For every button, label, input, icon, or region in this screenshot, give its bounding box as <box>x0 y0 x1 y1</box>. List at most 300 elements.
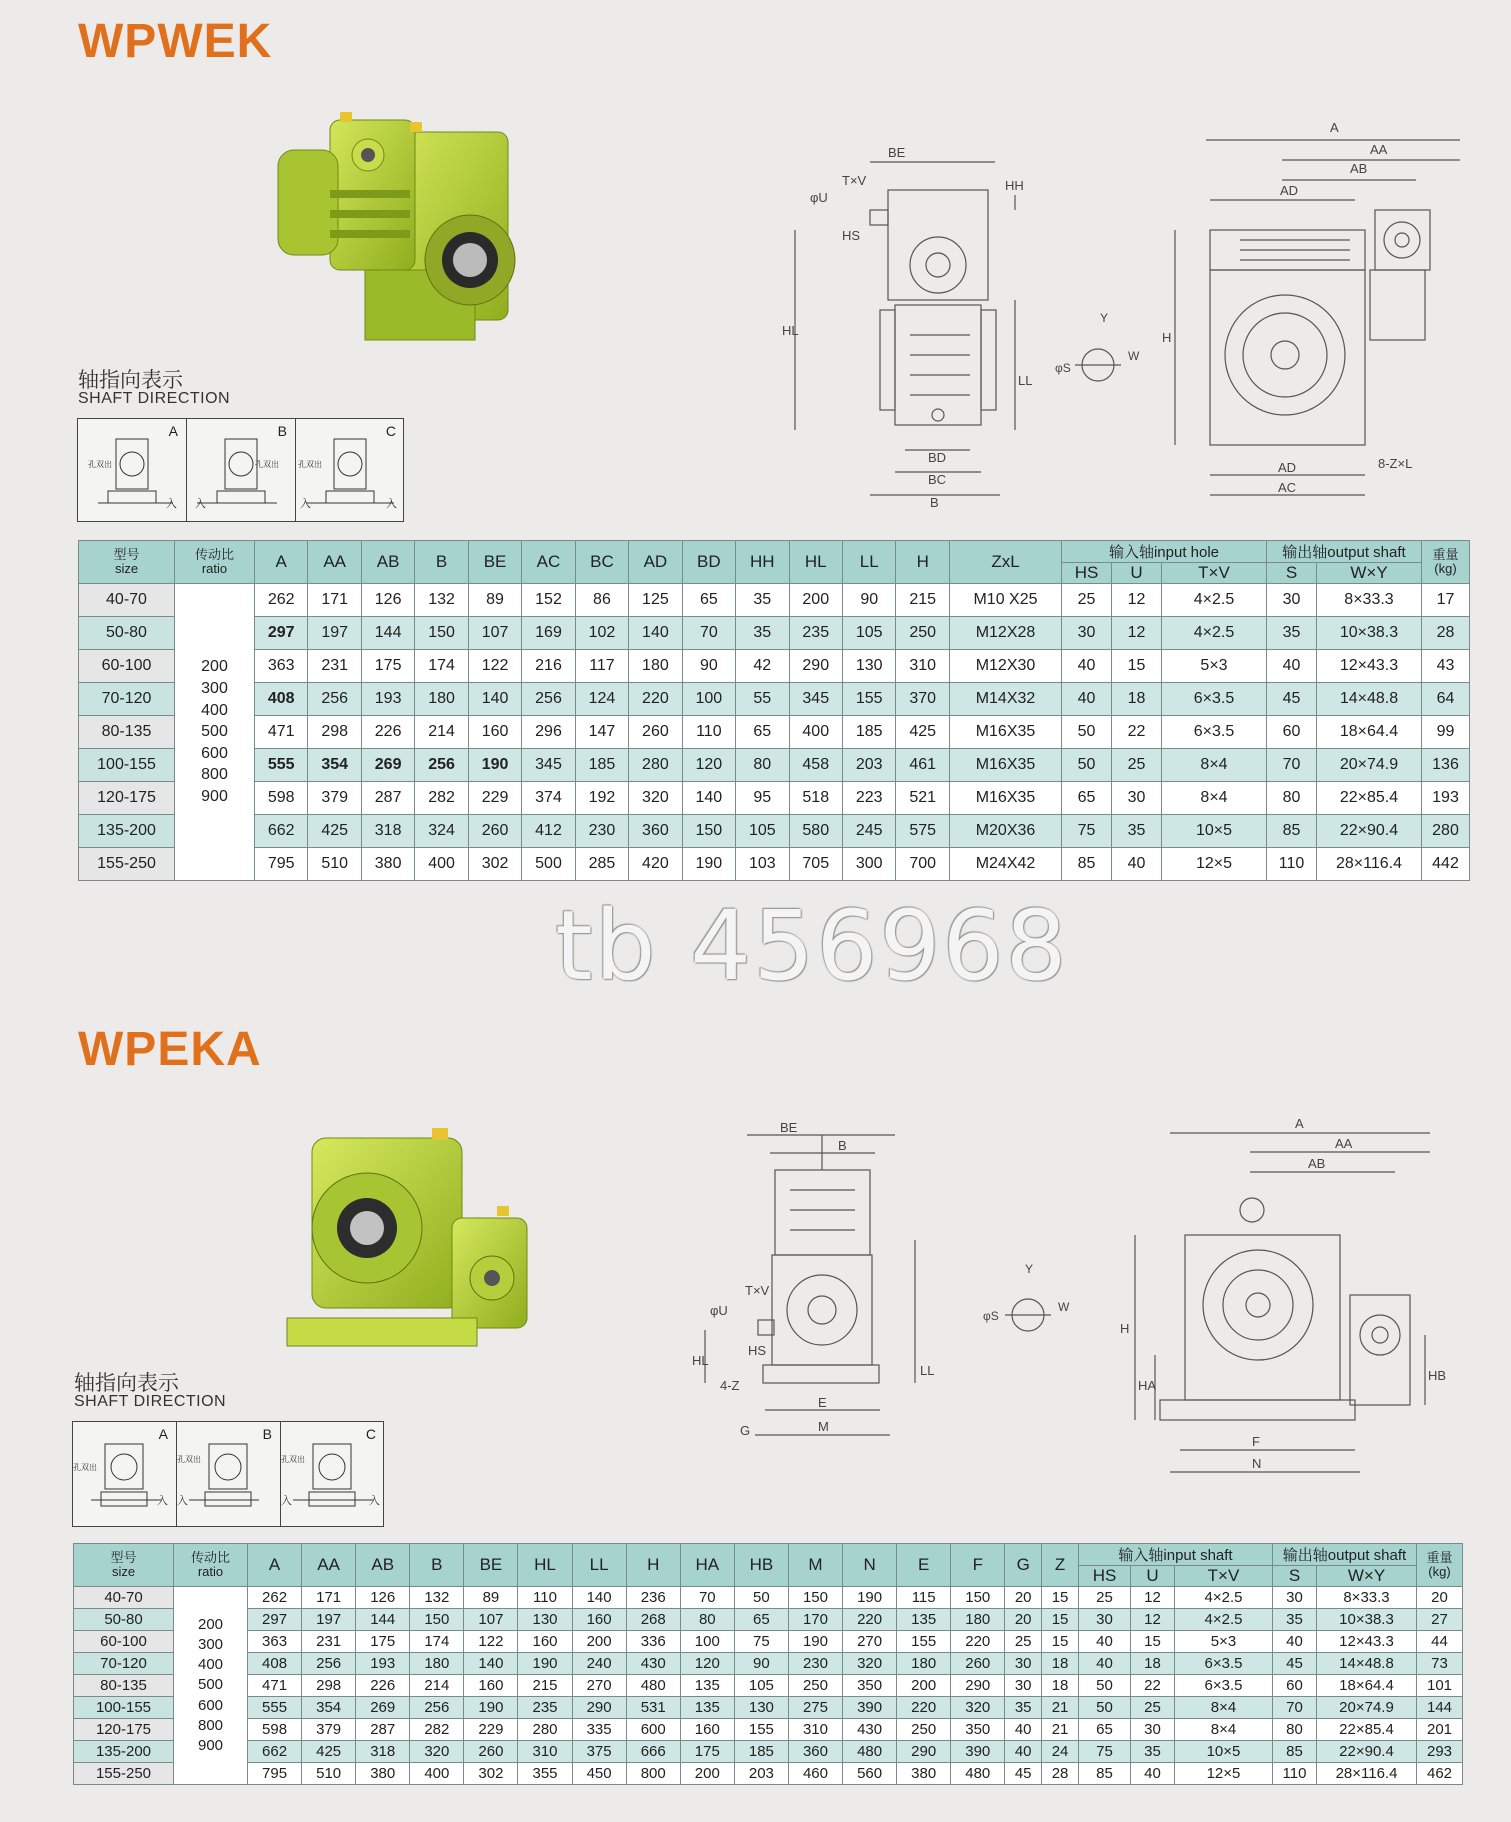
table-cell: 193 <box>361 683 414 716</box>
table-cell: 193 <box>356 1653 410 1675</box>
table-cell: 575 <box>896 815 950 848</box>
label-g: G <box>740 1423 751 1438</box>
side-view-wpwek <box>795 162 1015 495</box>
table-cell: 200 <box>572 1631 626 1653</box>
table-cell: 65 <box>1079 1719 1131 1741</box>
table-cell: 480 <box>626 1675 680 1697</box>
key-detail-wpwek <box>1075 349 1121 381</box>
table-cell: 40 <box>1273 1631 1317 1653</box>
table-cell: 662 <box>255 815 308 848</box>
table-cell: 231 <box>302 1631 356 1653</box>
table-cell: 155 <box>842 683 895 716</box>
table-cell: 458 <box>789 749 842 782</box>
th-sub: T×V <box>1162 563 1267 584</box>
table-cell: 425 <box>308 815 361 848</box>
label-key-phi-s: φS <box>983 1309 999 1323</box>
table-cell: 293 <box>1417 1741 1463 1763</box>
table-cell: 336 <box>626 1631 680 1653</box>
table-cell: 500 <box>522 848 575 881</box>
table-cell: 290 <box>897 1741 951 1763</box>
table-cell: 269 <box>361 749 414 782</box>
table-cell: 130 <box>518 1609 572 1631</box>
label-ab: AB <box>1350 161 1368 176</box>
table-cell: 12 <box>1112 584 1162 617</box>
table-cell: 5×3 <box>1175 1631 1273 1653</box>
th-col: H <box>896 541 950 584</box>
table-cell: 110 <box>682 716 735 749</box>
table-cell: 442 <box>1422 848 1470 881</box>
table-cell: 75 <box>1079 1741 1131 1763</box>
table-cell: 203 <box>734 1763 788 1785</box>
spec-table-wpeka <box>73 1543 1463 1785</box>
table-cell: 8×4 <box>1175 1697 1273 1719</box>
table-cell: 355 <box>518 1763 572 1785</box>
table-cell: 203 <box>842 749 895 782</box>
table-cell: 107 <box>468 617 521 650</box>
th-input-group: 输入轴input hole <box>1062 541 1267 563</box>
table-cell: 302 <box>468 848 521 881</box>
front-labels-wpwek <box>1162 120 1412 495</box>
table-cell: 147 <box>575 716 628 749</box>
size-cell: 40-70 <box>79 584 175 617</box>
table-cell: 462 <box>1417 1763 1463 1785</box>
table-row <box>74 1609 1463 1631</box>
table-cell: 598 <box>255 782 308 815</box>
table-cell: 102 <box>575 617 628 650</box>
table-cell: 28 <box>1042 1763 1079 1785</box>
th-sub: T×V <box>1175 1566 1273 1587</box>
direction-letter-b: B <box>262 1426 272 1442</box>
table-cell: M20X36 <box>950 815 1062 848</box>
table-cell: 60 <box>1267 716 1317 749</box>
table-cell: 160 <box>572 1609 626 1631</box>
table-cell: 250 <box>897 1719 951 1741</box>
table-cell: 122 <box>468 650 521 683</box>
table-cell: 190 <box>788 1631 842 1653</box>
th-col: E <box>897 1544 951 1587</box>
table-cell: 22 <box>1131 1675 1175 1697</box>
table-cell: 375 <box>572 1741 626 1763</box>
table-cell: 8×33.3 <box>1317 584 1422 617</box>
table-cell: 73 <box>1417 1653 1463 1675</box>
table-cell: 190 <box>518 1653 572 1675</box>
table-cell: 115 <box>897 1587 951 1609</box>
table-cell: 42 <box>736 650 789 683</box>
th-size: 型号 size <box>74 1544 174 1587</box>
table-cell: 70 <box>680 1587 734 1609</box>
th-col: AA <box>302 1544 356 1587</box>
table-cell: 20×74.9 <box>1317 749 1422 782</box>
label-be: BE <box>780 1120 798 1135</box>
label-m: M <box>818 1419 829 1434</box>
table-cell: 110 <box>1273 1763 1317 1785</box>
table-cell: 280 <box>1422 815 1470 848</box>
table-cell: 400 <box>789 716 842 749</box>
table-cell: 4×2.5 <box>1162 617 1267 650</box>
table-cell: 125 <box>629 584 682 617</box>
table-cell: 15 <box>1042 1587 1079 1609</box>
table-cell: 70 <box>1267 749 1317 782</box>
table-cell: 193 <box>1422 782 1470 815</box>
ratio-value: 200 <box>197 1615 224 1633</box>
label-key-y: Y <box>1025 1262 1034 1276</box>
size-cell: 155-250 <box>79 848 175 881</box>
table-cell: 20 <box>1417 1587 1463 1609</box>
table-cell: 555 <box>255 749 308 782</box>
direction-tag-a: 孔双出 <box>88 460 112 469</box>
table-cell: 282 <box>415 782 468 815</box>
table-cell: 220 <box>843 1609 897 1631</box>
table-cell: 15 <box>1042 1609 1079 1631</box>
table-cell: 140 <box>468 683 521 716</box>
table-cell: 50 <box>1062 716 1112 749</box>
table-cell: 354 <box>308 749 361 782</box>
table-cell: 200 <box>680 1763 734 1785</box>
th-col: HA <box>680 1544 734 1587</box>
table-cell: 560 <box>843 1763 897 1785</box>
table-cell: 90 <box>734 1653 788 1675</box>
table-cell: 21 <box>1042 1719 1079 1741</box>
table-cell: 8×4 <box>1162 749 1267 782</box>
th-ratio: 传动比 ratio <box>175 541 255 584</box>
table-cell: 318 <box>356 1741 410 1763</box>
table-cell: 64 <box>1422 683 1470 716</box>
table-cell: 185 <box>575 749 628 782</box>
label-a: A <box>1295 1116 1304 1131</box>
table-cell: 256 <box>522 683 575 716</box>
table-cell: 260 <box>629 716 682 749</box>
table-cell: M12X30 <box>950 650 1062 683</box>
table-cell: 795 <box>248 1763 302 1785</box>
table-cell: 600 <box>626 1719 680 1741</box>
th-input-group: 输入轴input shaft <box>1079 1544 1273 1566</box>
table-row <box>79 617 1470 650</box>
table-cell: 152 <box>522 584 575 617</box>
table-cell: 180 <box>897 1653 951 1675</box>
table-cell: 350 <box>843 1675 897 1697</box>
table-cell: 60 <box>1273 1675 1317 1697</box>
table-cell: 4×2.5 <box>1175 1587 1273 1609</box>
table-cell: 185 <box>842 716 895 749</box>
table-cell: 45 <box>1273 1653 1317 1675</box>
label-b: B <box>838 1138 847 1153</box>
table-cell: 290 <box>789 650 842 683</box>
direction-option-a <box>78 419 187 521</box>
table-cell: 360 <box>788 1741 842 1763</box>
table-cell: 28×116.4 <box>1317 1763 1417 1785</box>
table-cell: 80 <box>736 749 789 782</box>
size-cell: 60-100 <box>79 650 175 683</box>
table-cell: 103 <box>736 848 789 881</box>
table-cell: 132 <box>415 584 468 617</box>
table-cell: 180 <box>415 683 468 716</box>
table-cell: 18×64.4 <box>1317 1675 1417 1697</box>
th-col: B <box>410 1544 464 1587</box>
table-cell: 30 <box>1062 617 1112 650</box>
table-cell: 40 <box>1131 1763 1175 1785</box>
table-cell: 43 <box>1422 650 1470 683</box>
table-row <box>74 1675 1463 1697</box>
table-cell: 700 <box>896 848 950 881</box>
label-8zxl: 8-Z×L <box>1378 456 1413 471</box>
th-col: AA <box>308 541 361 584</box>
size-cell: 120-175 <box>74 1719 174 1741</box>
th-weight: 重量 (kg) <box>1422 541 1470 584</box>
table-cell: 175 <box>680 1741 734 1763</box>
table-cell: 50 <box>1079 1697 1131 1719</box>
table-cell: 580 <box>789 815 842 848</box>
table-cell: 65 <box>734 1609 788 1631</box>
table-cell: M10 X25 <box>950 584 1062 617</box>
table-row <box>74 1631 1463 1653</box>
table-cell: 14×48.8 <box>1317 683 1422 716</box>
table-cell: 8×33.3 <box>1317 1587 1417 1609</box>
table-cell: 201 <box>1417 1719 1463 1741</box>
th-col: BE <box>464 1544 518 1587</box>
table-cell: 380 <box>356 1763 410 1785</box>
table-cell: 214 <box>410 1675 464 1697</box>
th-col: H <box>626 1544 680 1587</box>
table-cell: 8×4 <box>1175 1719 1273 1741</box>
table-cell: 4×2.5 <box>1175 1609 1273 1631</box>
table-cell: 425 <box>896 716 950 749</box>
th-col: ZxL <box>950 541 1062 584</box>
table-cell: 298 <box>302 1675 356 1697</box>
th-col: AC <box>522 541 575 584</box>
table-cell: 268 <box>626 1609 680 1631</box>
table-row <box>74 1763 1463 1785</box>
label-key-w: W <box>1128 349 1140 363</box>
size-cell: 50-80 <box>74 1609 174 1631</box>
table-cell: 8×4 <box>1162 782 1267 815</box>
table-cell: 90 <box>682 650 735 683</box>
direction-in-a: 入 <box>166 498 177 510</box>
direction-tag-c: 孔双出 <box>298 460 322 469</box>
table-cell: 425 <box>302 1741 356 1763</box>
table-cell: M24X42 <box>950 848 1062 881</box>
table-cell: 65 <box>682 584 735 617</box>
table-cell: 18×64.4 <box>1317 716 1422 749</box>
table-cell: 229 <box>468 782 521 815</box>
ratio-value: 800 <box>201 766 228 784</box>
table-cell: 430 <box>843 1719 897 1741</box>
table-cell: 231 <box>308 650 361 683</box>
table-cell: 30 <box>1131 1719 1175 1741</box>
table-cell: 140 <box>464 1653 518 1675</box>
table-cell: 40 <box>1005 1719 1042 1741</box>
table-cell: 12×5 <box>1175 1763 1273 1785</box>
table-cell: 192 <box>575 782 628 815</box>
table-cell: 335 <box>572 1719 626 1741</box>
table-cell: 15 <box>1112 650 1162 683</box>
table-cell: 460 <box>788 1763 842 1785</box>
table-row <box>79 650 1470 683</box>
table-cell: 390 <box>843 1697 897 1719</box>
table-cell: 160 <box>468 716 521 749</box>
table-cell: 662 <box>248 1741 302 1763</box>
table-row <box>74 1653 1463 1675</box>
table-cell: 275 <box>788 1697 842 1719</box>
table-cell: 45 <box>1005 1763 1042 1785</box>
table-cell: 260 <box>468 815 521 848</box>
table-cell: 85 <box>1079 1763 1131 1785</box>
table-cell: 169 <box>522 617 575 650</box>
th-col: B <box>415 541 468 584</box>
table-cell: 6×3.5 <box>1175 1653 1273 1675</box>
section-title-wpwek: WPWEK <box>78 15 273 68</box>
table-cell: 135 <box>680 1697 734 1719</box>
direction-letter-c: C <box>385 423 396 439</box>
table-cell: 197 <box>308 617 361 650</box>
th-col: A <box>248 1544 302 1587</box>
table-cell: 320 <box>843 1653 897 1675</box>
table-cell: 24 <box>1042 1741 1079 1763</box>
table-cell: 450 <box>572 1763 626 1785</box>
table-cell: 18 <box>1112 683 1162 716</box>
table-cell: 6×3.5 <box>1175 1675 1273 1697</box>
th-col: M <box>788 1544 842 1587</box>
table-cell: 262 <box>255 584 308 617</box>
table-cell: 220 <box>951 1631 1005 1653</box>
table-cell: 135 <box>897 1609 951 1631</box>
table-cell: 126 <box>361 584 414 617</box>
table-cell: 10×5 <box>1162 815 1267 848</box>
table-cell: 12×43.3 <box>1317 650 1422 683</box>
table-cell: 175 <box>356 1631 410 1653</box>
ratio-value: 500 <box>201 723 228 741</box>
table-cell: 80 <box>680 1609 734 1631</box>
size-cell: 70-120 <box>79 683 175 716</box>
table-cell: 230 <box>788 1653 842 1675</box>
table-cell: 260 <box>464 1741 518 1763</box>
table-cell: 85 <box>1267 815 1317 848</box>
table-cell: 90 <box>842 584 895 617</box>
table-cell: 30 <box>1005 1653 1042 1675</box>
table-cell: 155 <box>897 1631 951 1653</box>
label-ab: AB <box>1308 1156 1326 1171</box>
table-cell: 18 <box>1131 1653 1175 1675</box>
label-bc: BC <box>928 472 947 487</box>
table-cell: 236 <box>626 1587 680 1609</box>
table-cell: 256 <box>410 1697 464 1719</box>
table-cell: 12×43.3 <box>1317 1631 1417 1653</box>
table-cell: 471 <box>255 716 308 749</box>
table-cell: 240 <box>572 1653 626 1675</box>
table-cell: 521 <box>896 782 950 815</box>
table-cell: 12 <box>1131 1587 1175 1609</box>
watermark: tb 456968 <box>555 890 1069 1002</box>
table-cell: 40 <box>1112 848 1162 881</box>
table-cell: 117 <box>575 650 628 683</box>
front-labels-wpeka <box>1120 1116 1446 1471</box>
table-cell: M14X32 <box>950 683 1062 716</box>
table-cell: 363 <box>248 1631 302 1653</box>
table-cell: 174 <box>415 650 468 683</box>
table-cell: 124 <box>575 683 628 716</box>
direction-in-c: 入 <box>300 498 311 510</box>
th-col: BC <box>575 541 628 584</box>
table-cell: 80 <box>1273 1719 1317 1741</box>
table-cell: M16X35 <box>950 782 1062 815</box>
label-ll: LL <box>1018 373 1033 388</box>
table-cell: 297 <box>255 617 308 650</box>
table-cell: 4×2.5 <box>1162 584 1267 617</box>
table-cell: 250 <box>896 617 950 650</box>
th-sub: S <box>1267 563 1317 584</box>
table-cell: 480 <box>843 1741 897 1763</box>
table-cell: 302 <box>464 1763 518 1785</box>
table-cell: 215 <box>896 584 950 617</box>
label-hh: HH <box>1005 178 1024 193</box>
table-cell: 510 <box>308 848 361 881</box>
table-cell: 390 <box>951 1741 1005 1763</box>
table-cell: 190 <box>464 1697 518 1719</box>
table-cell: 75 <box>1062 815 1112 848</box>
table-cell: 40 <box>1079 1631 1131 1653</box>
table-cell: 285 <box>575 848 628 881</box>
table-cell: 310 <box>896 650 950 683</box>
table-cell: 99 <box>1422 716 1470 749</box>
label-b: B <box>930 495 939 510</box>
th-size: 型号 size <box>79 541 175 584</box>
size-cell: 155-250 <box>74 1763 174 1785</box>
table-cell: 320 <box>629 782 682 815</box>
table-cell: M16X35 <box>950 749 1062 782</box>
ratio-value: 900 <box>201 787 228 805</box>
table-row <box>79 584 1470 617</box>
table-cell: 287 <box>361 782 414 815</box>
table-cell: 180 <box>410 1653 464 1675</box>
table-cell: 175 <box>361 650 414 683</box>
table-cell: 245 <box>842 815 895 848</box>
table-cell: 354 <box>302 1697 356 1719</box>
direction-in-c2: 入 <box>386 498 397 510</box>
size-cell: 70-120 <box>74 1653 174 1675</box>
label-key-w: W <box>1058 1300 1070 1314</box>
label-hl: HL <box>692 1353 709 1368</box>
table-cell: 400 <box>410 1763 464 1785</box>
table-cell: 12 <box>1131 1609 1175 1631</box>
table-cell: 666 <box>626 1741 680 1763</box>
shaft-direction-en-wpeka: SHAFT DIRECTION <box>74 1393 227 1410</box>
table-cell: 185 <box>734 1741 788 1763</box>
th-col: BE <box>468 541 521 584</box>
table-cell: 374 <box>522 782 575 815</box>
table-cell: 22×85.4 <box>1317 782 1422 815</box>
side-labels-wpwek <box>782 145 1032 510</box>
table-cell: 144 <box>356 1609 410 1631</box>
shaft-direction-zh-wpeka: 轴指向表示 <box>74 1371 179 1395</box>
table-cell: 105 <box>734 1675 788 1697</box>
table-cell: 250 <box>788 1675 842 1697</box>
label-ac: AC <box>1278 480 1297 495</box>
table-cell: 282 <box>410 1719 464 1741</box>
table-cell: 110 <box>518 1587 572 1609</box>
table-cell: 318 <box>361 815 414 848</box>
table-cell: 345 <box>522 749 575 782</box>
table-cell: 269 <box>356 1697 410 1719</box>
th-sub: W×Y <box>1317 1566 1417 1587</box>
table-cell: 35 <box>1131 1741 1175 1763</box>
th-col: BD <box>682 541 735 584</box>
direction-in-b: 入 <box>195 498 206 510</box>
table-cell: 598 <box>248 1719 302 1741</box>
table-cell: 412 <box>522 815 575 848</box>
section-title-wpeka: WPEKA <box>78 1023 262 1076</box>
table-cell: 144 <box>361 617 414 650</box>
table-cell: 200 <box>789 584 842 617</box>
table-cell: 290 <box>951 1675 1005 1697</box>
